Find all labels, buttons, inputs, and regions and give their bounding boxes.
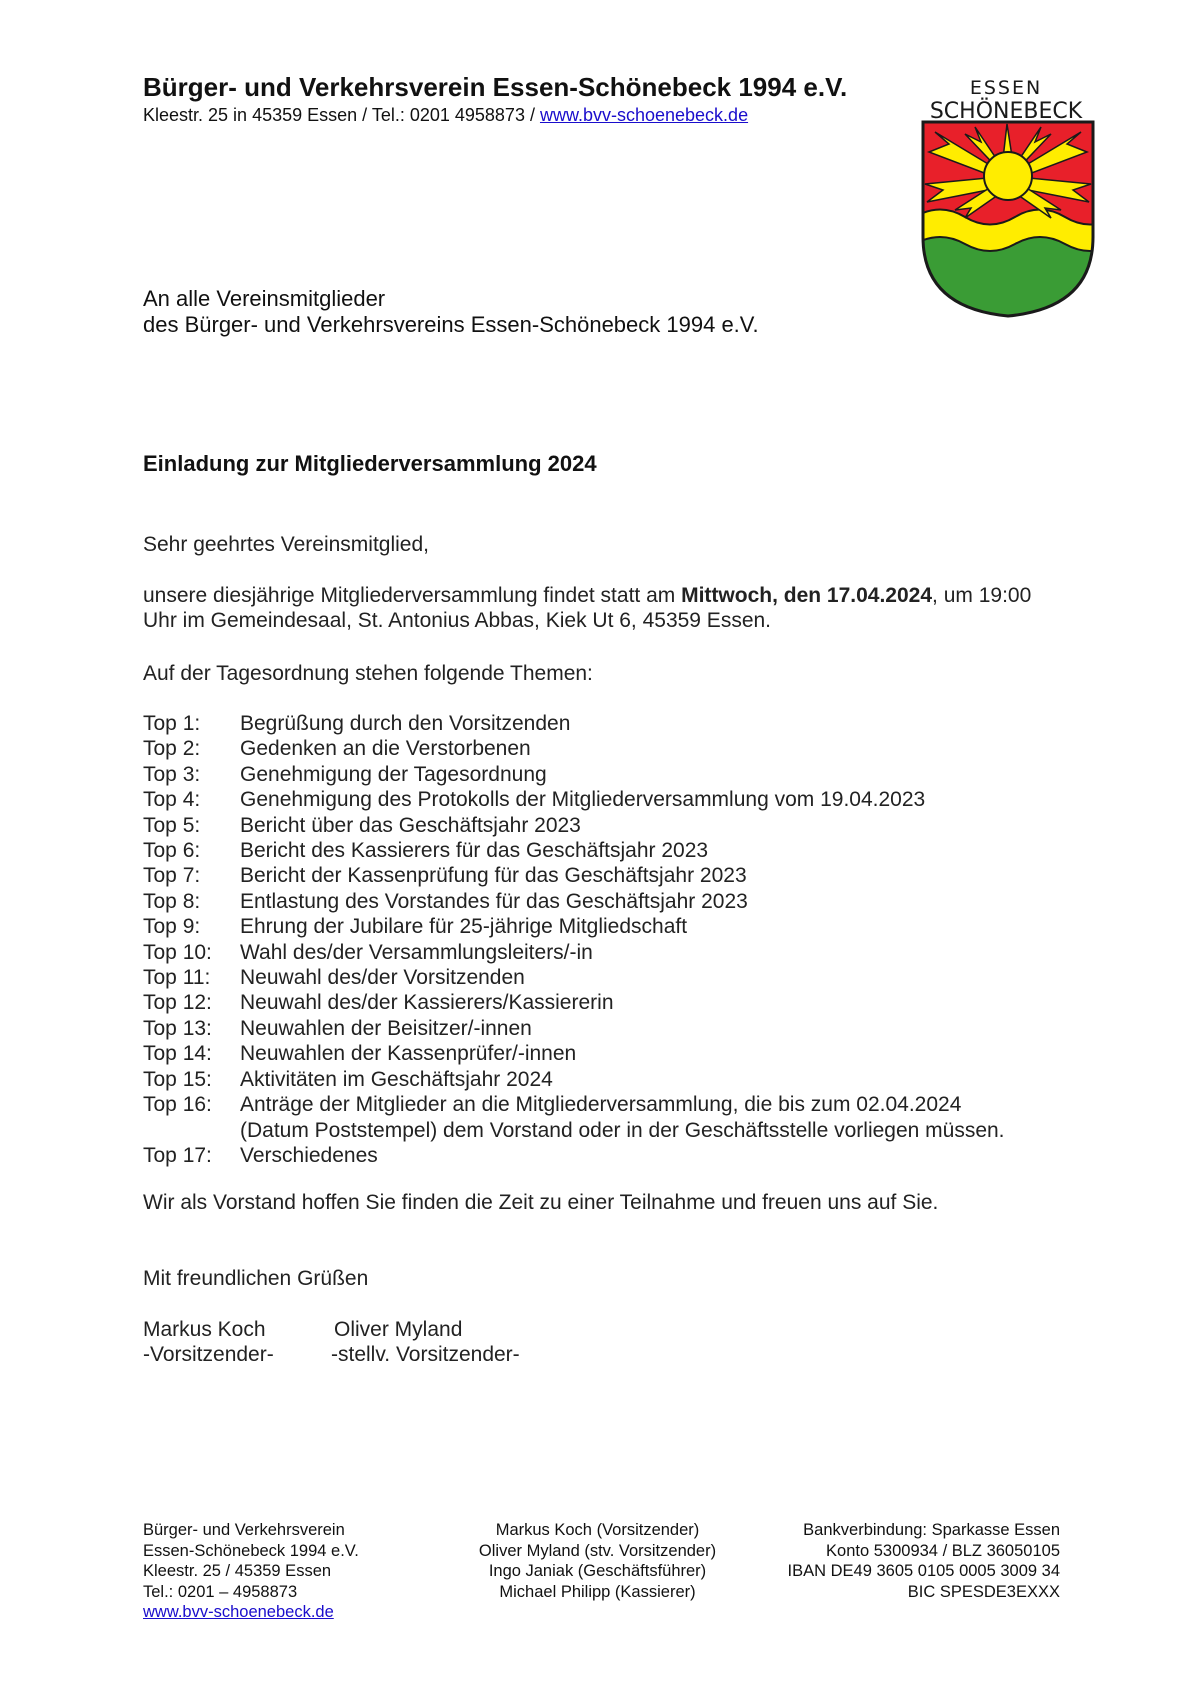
agenda-item (143, 1041, 1005, 1066)
agenda-item-number: Top 1: (143, 712, 201, 735)
footer-line: Markus Koch (Vorsitzender) (495, 1521, 700, 1539)
agenda-item-text: Neuwahlen der Beisitzer/-innen (240, 1016, 532, 1040)
agenda-item-number: Top 16: (143, 1093, 212, 1117)
signatures (143, 1317, 520, 1367)
agenda-item-text: Aktivitäten im Geschäftsjahr 2024 (240, 1067, 553, 1091)
agenda-item-number: Top 8: (143, 889, 201, 913)
agenda-item-number: Top 6: (143, 839, 201, 863)
agenda-item-number: Top 9: (143, 915, 201, 939)
recipient-line-2: des Bürger- und Verkehrsvereins Essen-Schönebeck 1994 e.V. (143, 312, 759, 337)
agenda-item-number (143, 1118, 240, 1143)
footer-address (143, 1520, 359, 1623)
agenda-item (143, 990, 1005, 1015)
signer-2 (331, 1317, 520, 1367)
agenda-item (143, 965, 1005, 990)
recipient-line-1: An alle Vereinsmitglieder (143, 286, 386, 311)
footer-line: Bankverbindung: Sparkasse Essen (803, 1521, 1060, 1539)
agenda-item-number: Top 4: (143, 788, 201, 812)
footer-line: Essen-Schönebeck 1994 e.V. (143, 1541, 359, 1560)
agenda-item (143, 838, 1005, 863)
footer-line: BIC SPESDE3EXXX (907, 1582, 1060, 1601)
agenda-item-text: Neuwahlen der Kassenprüfer/-innen (240, 1042, 577, 1066)
agenda-item-number: Top 3: (143, 762, 201, 786)
footer-line: Oliver Myland (stv. Vorsitzender) (478, 1541, 717, 1560)
footer-line: Tel.: 0201 – 4958873 (143, 1582, 298, 1601)
agenda-item-number: Top 15: (143, 1067, 212, 1091)
footer-board (440, 1520, 755, 1602)
footer-website-link[interactable]: www.bvv-schoenebeck.de (143, 1603, 334, 1621)
agenda-item-text: Entlastung des Vorstandes für das Geschäftsjahr 2023 (240, 889, 748, 913)
intro-text-after: , um 19:00 Uhr im Gemeindesaal, St. Antonius Abbas, Kiek Ut 6, 45359 Essen. (143, 584, 1032, 632)
agenda-item-text: Begrüßung durch den Vorsitzenden (240, 712, 571, 735)
agenda-item (143, 1118, 1005, 1143)
agenda-item-text: Genehmigung des Protokolls der Mitgliederversammlung vom 19.04.2023 (240, 788, 926, 812)
footer-line: IBAN DE49 3605 0105 0005 3009 34 (787, 1562, 1060, 1580)
footer-line: Kleestr. 25 / 45359 Essen (143, 1562, 332, 1580)
agenda-item-number: Top 5: (143, 813, 201, 837)
agenda-item-text: Neuwahl des/der Kassierers/Kassiererin (240, 991, 614, 1015)
agenda-item-text: Genehmigung der Tagesordnung (240, 762, 547, 786)
agenda-item (143, 1143, 1005, 1168)
meeting-date: Mittwoch, den 17.04.2024 (681, 584, 933, 607)
agenda-item-number: Top 17: (143, 1143, 212, 1167)
agenda-item-text: Ehrung der Jubilare für 25-jährige Mitgliedschaft (240, 915, 688, 939)
agenda-item (143, 1016, 1005, 1041)
website-link[interactable]: www.bvv-schoenebeck.de (539, 105, 749, 125)
agenda-item (143, 711, 1005, 736)
organization-address (143, 105, 748, 126)
logo-text-schoenebeck: SCHÖNEBECK (929, 99, 1083, 124)
closing-paragraph: Wir als Vorstand hoffen Sie finden die Zeit zu einer Teilnahme und freuen uns auf Sie. (143, 1191, 939, 1214)
agenda-item-number: Top 10: (143, 940, 212, 964)
recipient-block (143, 286, 759, 338)
sun-icon (984, 152, 1032, 200)
agenda-item-number: Top 7: (143, 864, 201, 888)
signer-1 (143, 1317, 331, 1367)
agenda-item-text: Gedenken an die Verstorbenen (240, 737, 531, 761)
intro-text-before: unsere diesjährige Mitgliederversammlung findet statt am (143, 584, 682, 607)
agenda-item-number: Top 13: (143, 1016, 212, 1040)
agenda-item (143, 914, 1005, 939)
agenda-item-number: Top 2: (143, 737, 201, 761)
footer-line: Konto 5300934 / BLZ 36050105 (826, 1541, 1060, 1560)
agenda-item-text: (Datum Poststempel) dem Vorstand oder in der Geschäftsstelle vorliegen müssen. (240, 1118, 1005, 1142)
signer-name: Oliver Myland (334, 1318, 463, 1341)
agenda-item-text: Bericht der Kassenprüfung für das Geschäftsjahr 2023 (240, 864, 747, 888)
agenda-item (143, 863, 1005, 888)
agenda-item-number: Top 12: (143, 991, 212, 1015)
letter-title: Einladung zur Mitgliederversammlung 2024 (143, 451, 597, 476)
agenda-item (143, 1067, 1005, 1092)
agenda-item (143, 787, 1005, 812)
address-text: Kleestr. 25 in 45359 Essen / Tel.: 0201 4958873 / (143, 105, 540, 125)
agenda-item (143, 1092, 1005, 1117)
signer-role: -stellv. Vorsitzender- (331, 1343, 520, 1366)
footer-bank (740, 1520, 1060, 1602)
agenda-item (143, 736, 1005, 761)
agenda-item-number: Top 11: (143, 966, 211, 990)
agenda-item (143, 762, 1005, 787)
agenda-item-text: Anträge der Mitglieder an die Mitgliederversammlung, die bis zum 02.04.2024 (240, 1093, 962, 1117)
signer-role: -Vorsitzender- (143, 1343, 274, 1366)
agenda-item-text: Bericht über das Geschäftsjahr 2023 (240, 813, 581, 837)
logo-text-essen: ESSEN (969, 77, 1043, 99)
intro-paragraph (143, 583, 1063, 633)
agenda-list (143, 711, 1005, 1168)
agenda-item-text: Neuwahl des/der Vorsitzenden (240, 966, 525, 990)
footer-line: Ingo Janiak (Geschäftsführer) (488, 1562, 707, 1580)
agenda-item-number: Top 14: (143, 1042, 212, 1066)
agenda-item-text: Wahl des/der Versammlungsleiters/-in (240, 940, 593, 964)
agenda-item-text: Bericht des Kassierers für das Geschäftsjahr 2023 (240, 839, 709, 863)
agenda-item (143, 940, 1005, 965)
organization-name: Bürger- und Verkehrsverein Essen-Schönebeck 1994 e.V. (143, 72, 848, 102)
agenda-item (143, 813, 1005, 838)
coat-of-arms-logo (915, 72, 1110, 322)
agenda-intro: Auf der Tagesordnung stehen folgende Themen: (143, 662, 593, 685)
agenda-item (143, 889, 1005, 914)
salutation: Sehr geehrtes Vereinsmitglied, (143, 533, 429, 556)
signer-name: Markus Koch (143, 1318, 266, 1341)
greeting: Mit freundlichen Grüßen (143, 1267, 369, 1290)
footer-line: Michael Philipp (Kassierer) (499, 1582, 696, 1601)
agenda-item-text: Verschiedenes (240, 1143, 378, 1167)
footer-line: Bürger- und Verkehrsverein (143, 1521, 345, 1539)
